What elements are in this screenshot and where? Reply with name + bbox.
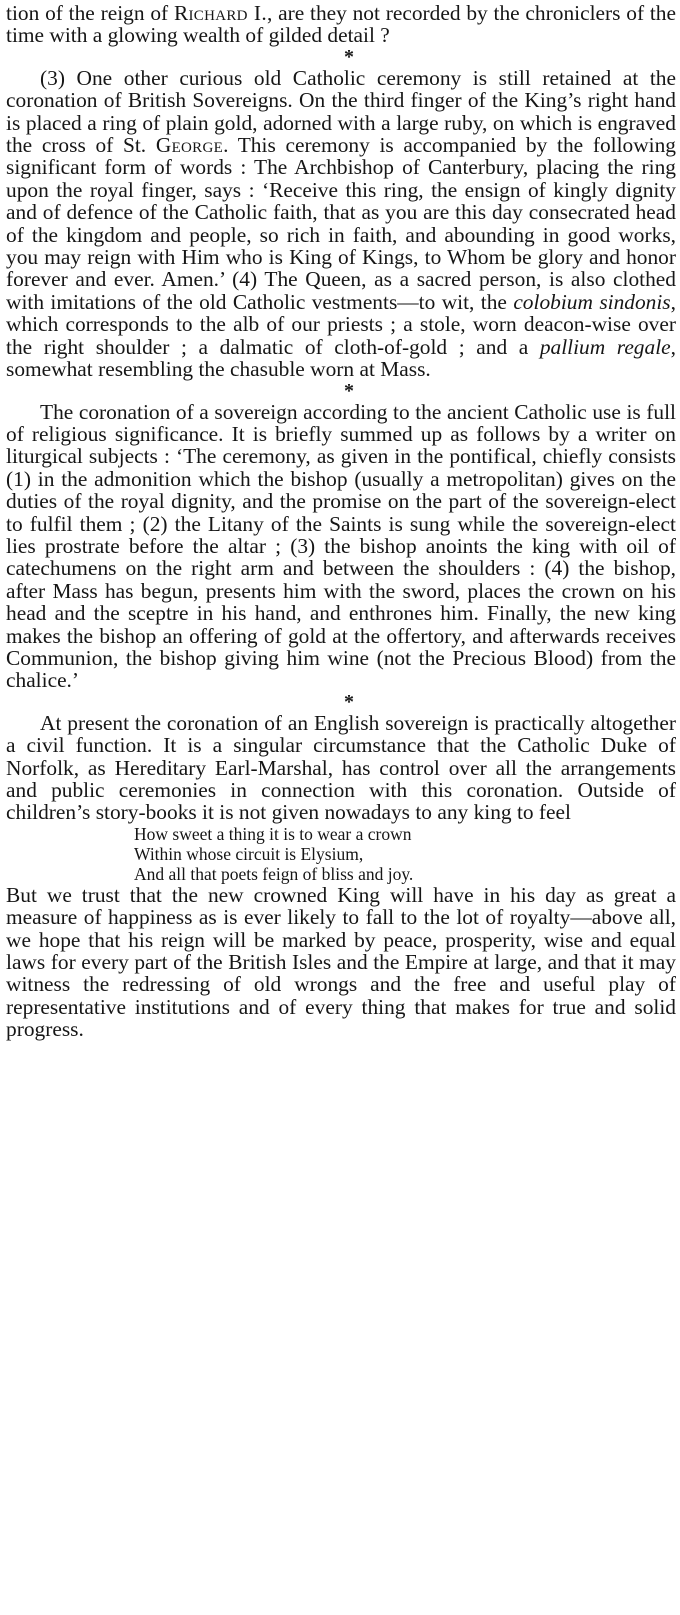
paragraph-ancient-coronation: The coronation of a sovereign according to the ancient Catholic use is full of religious significance. It is briefly summed up as follows by a writer on liturgical subjects : ‘The ceremony, as given in the pontifical, chiefly consists (1) in the admonition which the bishop (usually a metropolitan) gives on the duties of the royal dignity, and the promise on the part of the sovereign-elect to fulfil them ; (2) the Litany of the Saints is sung while the sovereign-elect lies prostrate before the altar ; (3) the bishop anoints the king with oil of catechumens on the right arm and between the shoulders : (4) the bishop, after Mass has begun, presents him with the sword, places the crown on his head and the sceptre in his hand, and enthrones him. Finally, the new king makes the bishop an offering of gold at the offertory, and afterwards receives Communion, the bishop giving him wine (not the Precious Blood) from the chalice.’ — [6, 399, 676, 693]
verse-line: How sweet a thing it is to wear a crown — [134, 823, 412, 844]
saint-name: George — [155, 133, 224, 158]
text-run: tion of the reign of — [6, 1, 174, 25]
text-run: , somewhat resembling the chasuble worn at Mass. — [6, 334, 676, 382]
quoted-verse — [6, 824, 676, 884]
article-column — [6, 2, 676, 1041]
section-separator: * — [344, 45, 354, 68]
text-run: . This ceremony is accompanied by the following significant form of words : The Archbishop of Canterbury, placing the ring upon the royal finger, says : ‘Receive this ring, the ensign of kingly dignity and of defence of the Catholic faith, that as you are this day consecrated head of the kingdom and people, so rich in faith, and abounding in good works, you may reign with Him who is King of Kings, to Whom be glory and honor forever and ever. Amen.’ (4) The Queen, as a sacred person, is also clothed with imitations of the old Catholic vestments—to wit, the — [6, 133, 676, 314]
paragraph-present-coronation: At present the coronation of an English sovereign is practically altogether a civil function. It is a singular circumstance that the Catholic Duke of Norfolk, as Hereditary Earl-Marshal, has control over all the arrangements and public ceremonies in connection with this coronation. Outside of children’s story-books it is not given nowadays to any king to feel — [6, 710, 676, 825]
paragraph-reign-richard — [6, 2, 676, 47]
text-run: , which corresponds to the alb of our priests ; a stole, worn deacon-wise over the right shoulder ; a dalmatic of cloth-of-gold ; and a — [6, 289, 676, 359]
king-name: Richard I. — [173, 1, 267, 25]
text-run: , are they not recorded by the chroniclers of the time with a glowing wealth of gilded detail ? — [6, 1, 676, 48]
section-separator: * — [344, 690, 354, 713]
latin-term: colobium sindonis — [513, 289, 671, 314]
verse-line: And all that poets feign of bliss and joy. — [134, 863, 414, 884]
verse-line: Within whose circuit is Elysium, — [134, 843, 364, 864]
paragraph-coronation-ring — [6, 67, 676, 381]
latin-term: pallium regale — [539, 334, 671, 359]
text-run: (3) One other curious old Catholic ceremony is still retained at the coronation of British Sovereigns. On the third finger of the King’s right hand is placed a ring of plain gold, adorned with a large ruby, on which is engraved the cross of St. — [6, 65, 676, 158]
paragraph-closing-hope: But we trust that the new crowned King will have in his day as great a measure of happiness as is ever likely to fall to the lot of royalty—above all, we hope that his reign will be marked by peace, prosperity, wise and equal laws for every part of the British Isles and the Empire at large, and that it may witness the redressing of old wrongs and the free and useful play of representative institutions and of every thing that makes for true and solid progress. — [6, 882, 676, 1042]
section-separator: * — [344, 379, 354, 402]
